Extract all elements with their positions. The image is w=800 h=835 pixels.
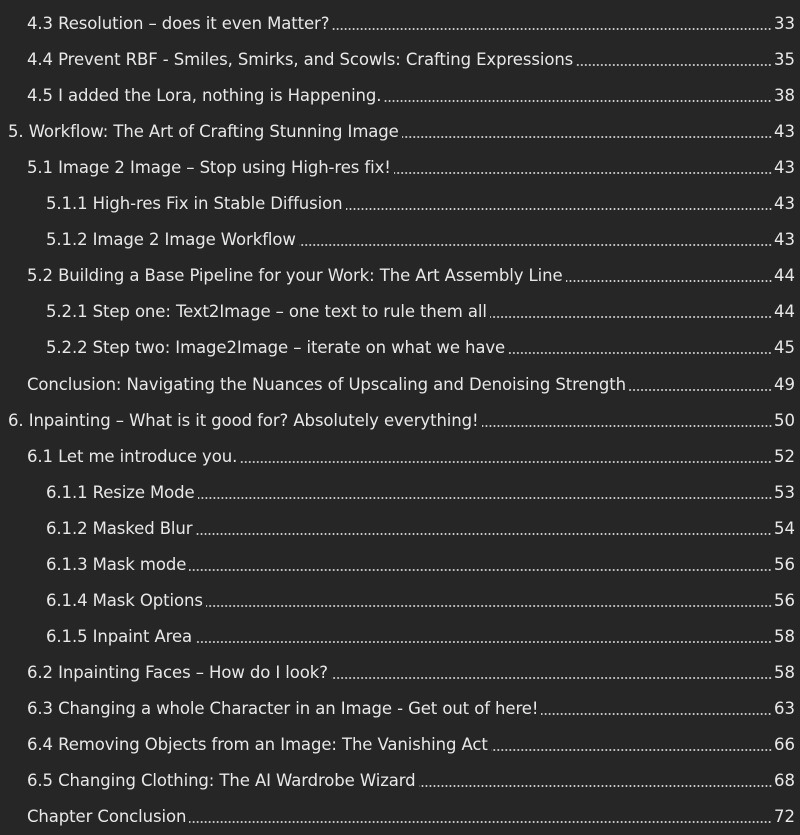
toc-entry-title[interactable]: 6.1.5 Inpaint Area: [46, 626, 193, 646]
toc-entry-page-number[interactable]: 54: [774, 518, 795, 538]
dot-leader: [491, 749, 772, 751]
toc-entry-page-number[interactable]: 63: [774, 698, 795, 718]
toc-entry-title[interactable]: Conclusion: Navigating the Nuances of Upscaling and Denoising Strength: [27, 374, 626, 394]
toc-entry[interactable]: [27, 2, 795, 38]
toc-entry-page-number[interactable]: 43: [774, 230, 795, 250]
toc-entry-title[interactable]: 6.4 Removing Objects from an Image: The Vanishing Act: [27, 735, 488, 754]
toc-entry-page-number[interactable]: 68: [774, 771, 795, 791]
toc-entry-page-number[interactable]: 49: [774, 374, 795, 394]
toc-entry[interactable]: [46, 615, 795, 651]
toc-entry-page-number[interactable]: 44: [774, 266, 795, 286]
toc-entry-title[interactable]: 6.5 Changing Clothing: The AI Wardrobe Wizard: [27, 771, 416, 791]
toc-entry[interactable]: [46, 579, 795, 615]
toc-entry-title[interactable]: 6.1 Let me introduce you.: [27, 446, 238, 466]
toc-entry-title[interactable]: 5. Workflow: The Art of Crafting Stunning Image: [8, 122, 399, 142]
toc-entry-page-number[interactable]: 50: [774, 410, 795, 430]
toc-entry-page-number[interactable]: 72: [774, 807, 795, 827]
toc-entry-page-number[interactable]: 66: [774, 735, 795, 754]
toc-entry-page-number[interactable]: 35: [774, 50, 795, 70]
dot-leader: [508, 352, 772, 354]
toc-entry-page-number[interactable]: 56: [774, 554, 795, 574]
toc-entry-title[interactable]: 6.1.2 Masked Blur: [46, 518, 193, 538]
dot-leader: [331, 677, 772, 679]
dot-leader: [394, 172, 772, 174]
dot-leader: [384, 100, 772, 102]
toc-entry[interactable]: [46, 218, 795, 254]
dot-leader: [206, 605, 772, 607]
toc-entry-title[interactable]: Chapter Conclusion: [27, 807, 187, 827]
toc-entry[interactable]: [27, 795, 795, 831]
toc-entry[interactable]: [27, 723, 795, 759]
toc-entry-title[interactable]: 6.1.1 Resize Mode: [46, 482, 195, 502]
toc-entry[interactable]: [27, 254, 795, 290]
toc-entry-page-number[interactable]: 45: [774, 338, 795, 358]
dot-leader: [240, 461, 772, 463]
dot-leader: [332, 28, 772, 30]
toc-entry-page-number[interactable]: 58: [774, 626, 795, 646]
toc-entry-page-number[interactable]: 58: [774, 662, 795, 682]
toc-entry-title[interactable]: 5.1.2 Image 2 Image Workflow: [46, 230, 296, 250]
dot-leader: [482, 425, 772, 427]
toc-entry[interactable]: [27, 74, 795, 110]
toc-entry-page-number[interactable]: 33: [774, 14, 795, 33]
dot-leader: [299, 244, 772, 246]
dot-leader: [189, 569, 772, 571]
dot-leader: [419, 785, 772, 787]
toc-entry-title[interactable]: 5.2.1 Step one: Text2Image – one text to rule them all: [46, 302, 487, 322]
toc-entry[interactable]: [27, 687, 795, 723]
toc-entry-page-number[interactable]: 43: [774, 194, 795, 214]
toc-entry[interactable]: [46, 471, 795, 507]
toc-entry-page-number[interactable]: 38: [774, 86, 795, 106]
toc-entry[interactable]: [46, 326, 795, 362]
toc-entry-title[interactable]: 5.2 Building a Base Pipeline for your Work: The Art Assembly Line: [27, 266, 563, 286]
toc-entry[interactable]: [46, 182, 795, 218]
toc-entry-title[interactable]: 6.3 Changing a whole Character in an Image - Get out of here!: [27, 698, 539, 718]
dot-leader: [189, 821, 772, 823]
toc-entry-title[interactable]: 5.1.1 High-res Fix in Stable Diffusion: [46, 194, 343, 214]
toc-entry[interactable]: [46, 507, 795, 543]
toc-entry-title[interactable]: 4.4 Prevent RBF - Smiles, Smirks, and Scowls: Crafting Expressions: [27, 50, 574, 70]
dot-leader: [402, 136, 772, 138]
toc-entry[interactable]: [46, 543, 795, 579]
toc-entry-page-number[interactable]: 56: [774, 590, 795, 610]
toc-entry[interactable]: [27, 651, 795, 687]
dot-leader: [541, 713, 772, 715]
dot-leader: [195, 533, 772, 535]
toc-entry[interactable]: [27, 146, 795, 182]
toc-entry[interactable]: [8, 399, 795, 435]
dot-leader: [198, 497, 772, 499]
toc-entry-page-number[interactable]: 52: [774, 446, 795, 466]
toc-entry[interactable]: [46, 290, 795, 326]
dot-leader: [629, 389, 772, 391]
dot-leader: [576, 64, 772, 66]
toc-entry-title[interactable]: 4.5 I added the Lora, nothing is Happening.: [27, 86, 382, 106]
toc-entry-title[interactable]: 4.3 Resolution – does it even Matter?: [27, 14, 330, 33]
toc-entry-title[interactable]: 6. Inpainting – What is it good for? Absolutely everything!: [8, 410, 479, 430]
toc-entry-page-number[interactable]: 43: [774, 158, 795, 178]
toc-entry[interactable]: [27, 435, 795, 471]
toc-entry-title[interactable]: 6.1.3 Mask mode: [46, 554, 187, 574]
toc-entry-title[interactable]: 6.1.4 Mask Options: [46, 590, 203, 610]
dot-leader: [566, 280, 772, 282]
toc-entry-title[interactable]: 5.2.2 Step two: Image2Image – iterate on what we have: [46, 338, 506, 358]
toc-entry-title[interactable]: 5.1 Image 2 Image – Stop using High-res fix!: [27, 158, 391, 178]
toc-entry[interactable]: [27, 759, 795, 795]
toc-entry-page-number[interactable]: 44: [774, 302, 795, 322]
toc-entry[interactable]: [27, 38, 795, 74]
toc-entry-page-number[interactable]: 43: [774, 122, 795, 142]
toc-entry[interactable]: [27, 363, 795, 399]
dot-leader: [346, 208, 773, 210]
toc-entry-title[interactable]: 6.2 Inpainting Faces – How do I look?: [27, 662, 328, 682]
dot-leader: [490, 316, 772, 318]
toc-entry-page-number[interactable]: 53: [774, 482, 795, 502]
toc-entry[interactable]: [8, 110, 795, 146]
dot-leader: [195, 641, 772, 643]
